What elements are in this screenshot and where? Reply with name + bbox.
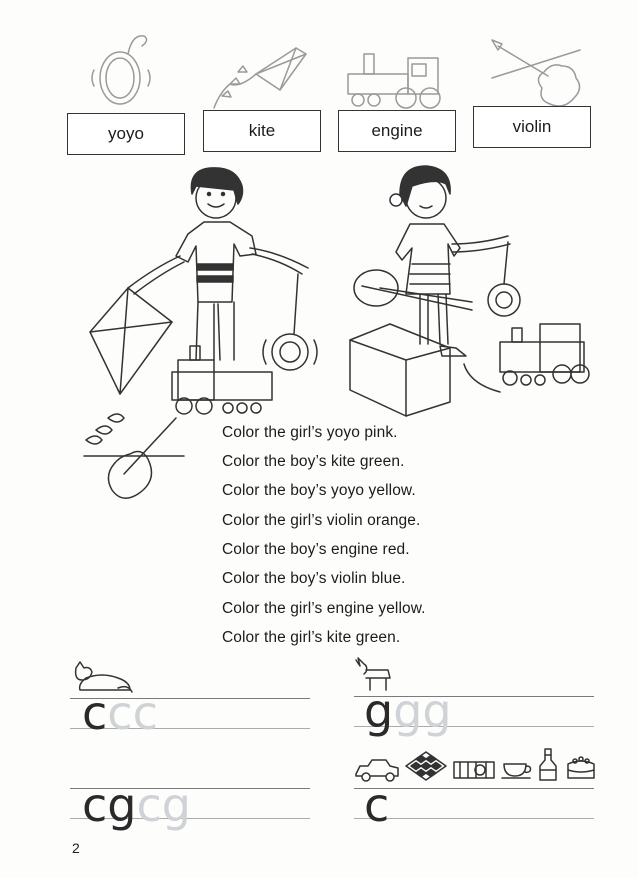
letter-g-dark: g — [364, 684, 394, 738]
instruction-7: Color the girl’s engine yellow. — [222, 600, 426, 617]
girl-icon — [340, 164, 600, 424]
label-yoyo: yoyo — [67, 113, 185, 155]
instruction-8: Color the girl’s kite green. — [222, 629, 401, 646]
instruction-3: Color the boy’s yoyo yellow. — [222, 482, 416, 499]
page-number: 2 — [72, 840, 80, 856]
label-engine: engine — [338, 110, 456, 152]
tuba-icon — [452, 758, 496, 782]
letter-g-trace: gg — [393, 684, 452, 738]
writing-row-c — [82, 686, 158, 740]
letter-cg-dark: cg — [82, 778, 137, 832]
cup-icon — [500, 760, 534, 780]
violin-icon — [488, 32, 588, 112]
label-kite: kite — [203, 110, 321, 152]
letter-cg-trace: cg — [136, 778, 191, 832]
engine-icon — [344, 48, 448, 110]
label-violin: violin — [473, 106, 591, 148]
instruction-1: Color the girl’s yoyo pink. — [222, 424, 398, 441]
letter-c-trace: cc — [107, 686, 158, 740]
writing-row-c-single — [364, 778, 390, 832]
writing-row-cg — [82, 778, 191, 832]
writing-row-g — [364, 684, 452, 738]
letter-c-dark: c — [82, 686, 108, 740]
kite-icon — [210, 44, 310, 116]
instruction-6: Color the boy’s violin blue. — [222, 570, 406, 587]
instruction-2: Color the boy’s kite green. — [222, 453, 405, 470]
instruction-5: Color the boy’s engine red. — [222, 541, 410, 558]
cake-icon — [564, 752, 598, 782]
letter-c-single: c — [364, 778, 390, 832]
instruction-4: Color the girl’s violin orange. — [222, 512, 421, 529]
yoyo-icon — [88, 30, 158, 110]
bottle-icon — [538, 748, 558, 782]
checkerboard-icon — [404, 750, 448, 782]
writing-line-top-4 — [354, 788, 594, 789]
writing-line-mid-4 — [354, 818, 594, 819]
